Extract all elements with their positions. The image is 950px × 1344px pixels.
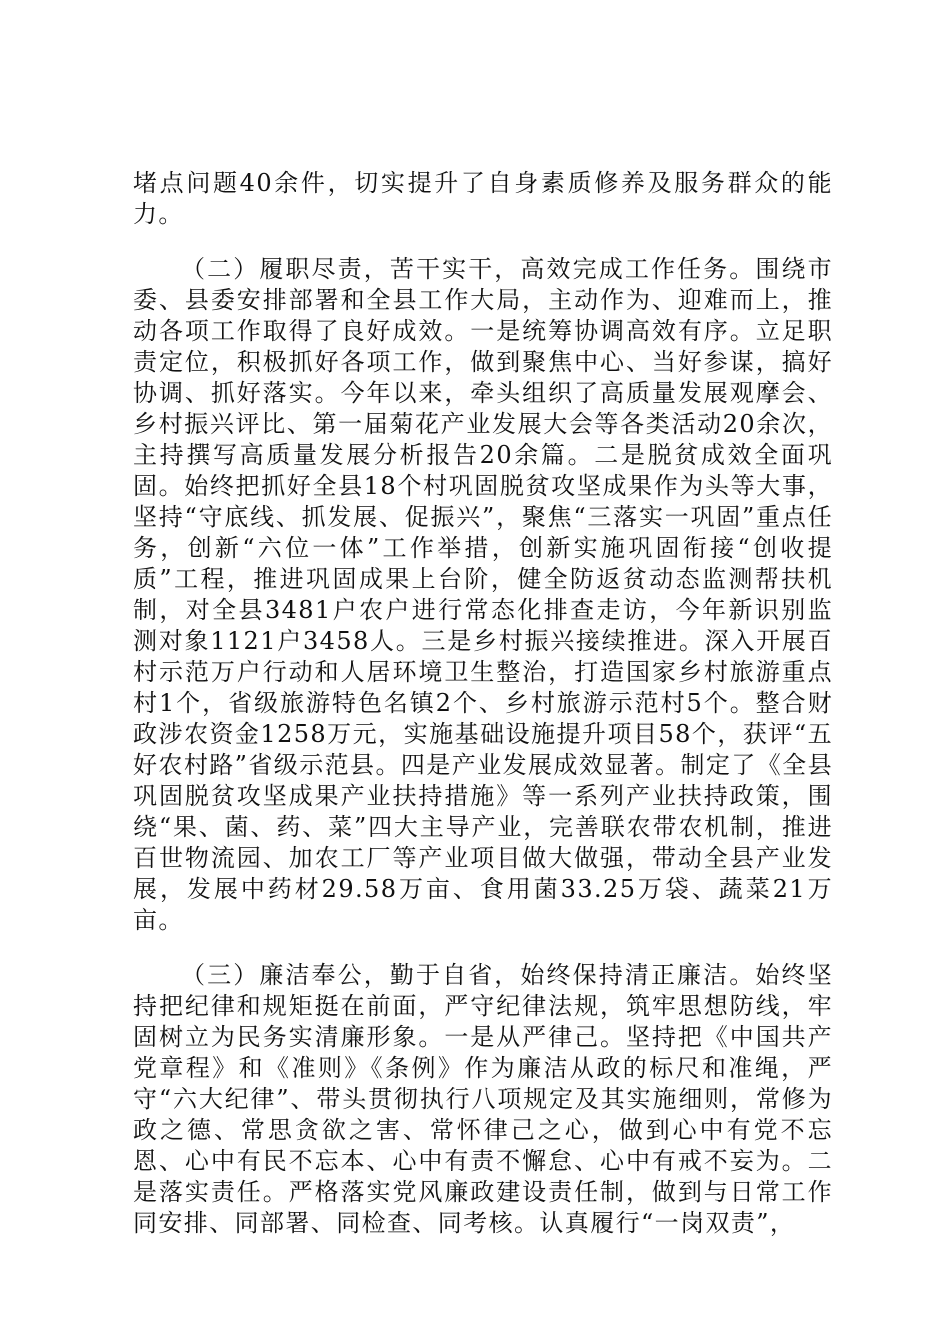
paragraph-section-three: （三）廉洁奉公，勤于自省，始终保持清正廉洁。始终坚持把纪律和规矩挺在前面，严守纪律法规，筑牢思想防线，牢固树立为民务实清廉形象。一是从严律己。坚持把《中国共产党章程》和《准则》《条例》作为廉洁从政的标尺和准绳，严守“六大纪律”、带头贯彻执行八项规定及其实施细则，常修为政之德、常思贪欲之害、常怀律己之心，做到心中有党不忘恩、心中有民不忘本、心中有责不懈怠、心中有戒不妄为。二是落实责任。严格落实党风廉政建设责任制，做到与日常工作同安排、同部署、同检查、同考核。认真履行“一岗双责”，: [133, 961, 833, 1237]
document-body: [133, 168, 833, 1263]
paragraph-continuation: 堵点问题40余件，切实提升了自身素质修养及服务群众的能力。: [133, 169, 833, 228]
paragraph-section-two: （二）履职尽责，苦干实干，高效完成工作任务。围绕市委、县委安排部署和全县工作大局，主动作为、迎难而上，推动各项工作取得了良好成效。一是统筹协调高效有序。立足职责定位，积极抓好各项工作，做到聚焦中心、当好参谋，搞好协调、抓好落实。今年以来，牵头组织了高质量发展观摩会、乡村振兴评比、第一届菊花产业发展大会等各类活动20余次，主持撰写高质量发展分析报告20余篇。二是脱贫成效全面巩固。始终把抓好全县18个村巩固脱贫攻坚成果作为头等大事，坚持“守底线、抓发展、促振兴”，聚焦“三落实一巩固”重点任务，创新“六位一体”工作举措，创新实施巩固衔接“创收提质”工程，推进巩固成果上台阶，健全防返贫动态监测帮扶机制，对全县3481户农户进行常态化排查走访，今年新识别监测对象1121户3458人。三是乡村振兴接续推进。深入开展百村示范万户行动和人居环境卫生整治，打造国家乡村旅游重点村1个，省级旅游特色名镇2个、乡村旅游示范村5个。整合财政涉农资金1258万元，实施基础设施提升项目58个，获评“五好农村路”省级示范县。四是产业发展成效显著。制定了《全县巩固脱贫攻坚成果产业扶持措施》等一系列产业扶持政策，围绕“果、菌、药、菜”四大主导产业，完善联农带农机制，推进百世物流园、加农工厂等产业项目做大做强，带动全县产业发展，发展中药材29.58万亩、食用菌33.25万袋、蔬菜21万亩。: [133, 255, 833, 934]
